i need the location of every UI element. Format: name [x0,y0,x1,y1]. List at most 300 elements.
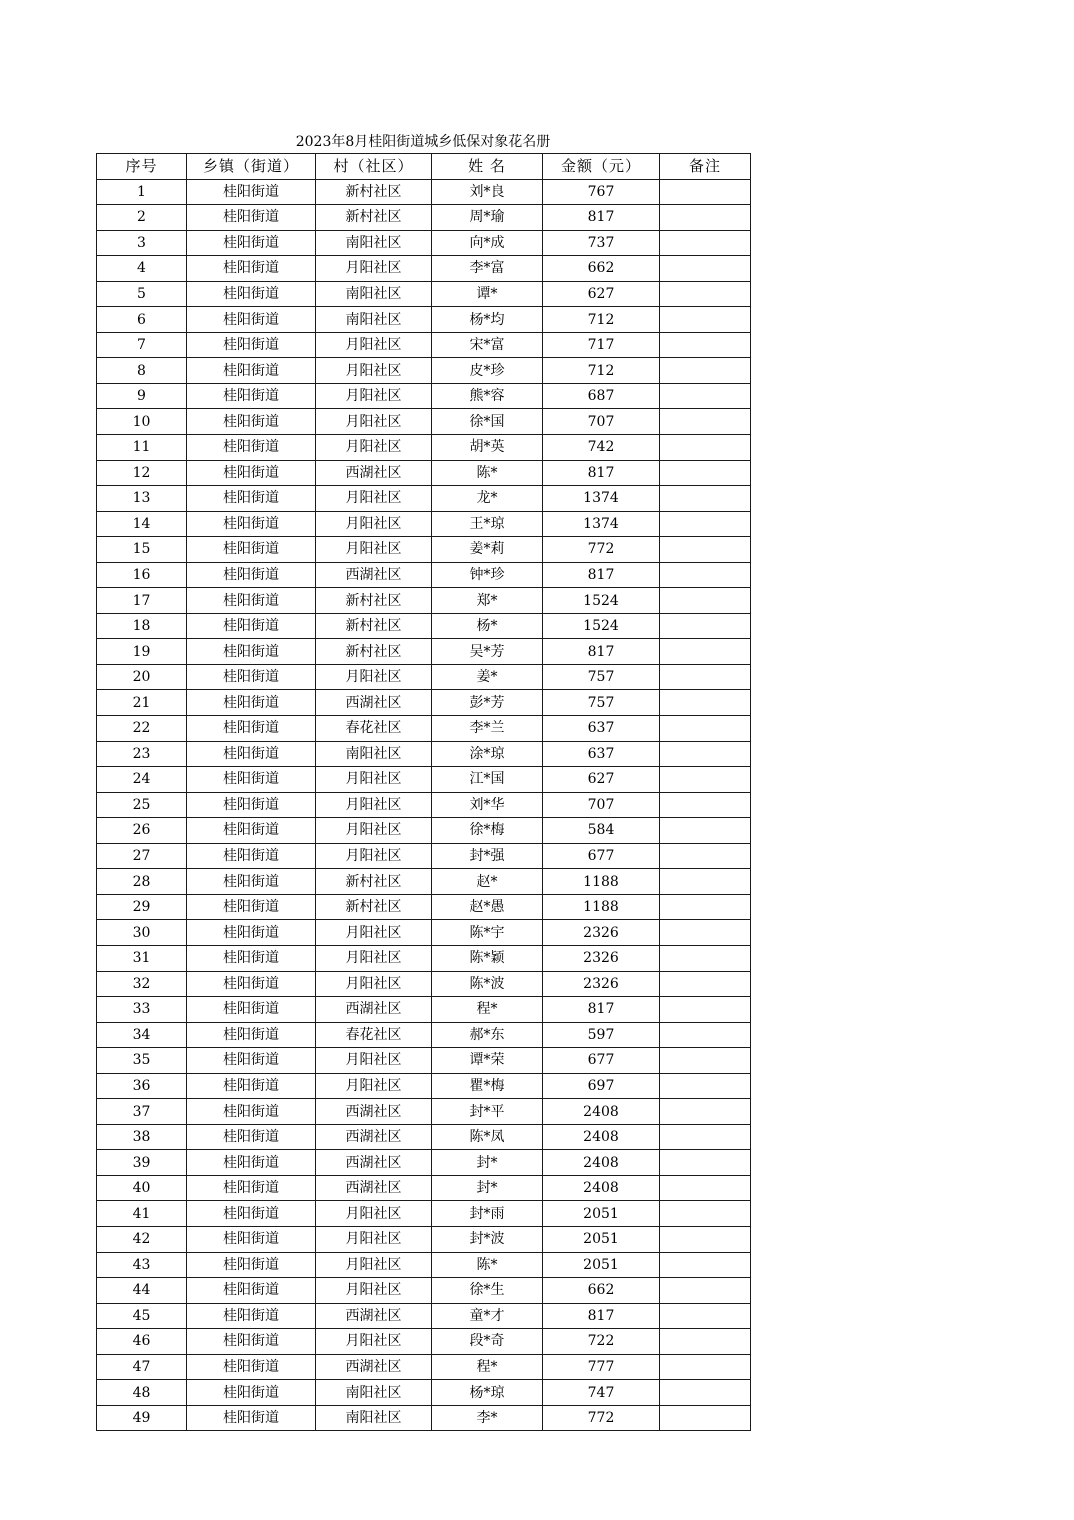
cell-community: 西湖社区 [316,1354,432,1380]
cell-amount: 2326 [543,971,660,997]
cell-note [660,1354,751,1380]
cell-note [660,435,751,461]
cell-community: 月阳社区 [316,818,432,844]
cell-note [660,281,751,307]
cell-town: 桂阳街道 [187,920,316,946]
cell-serial: 35 [97,1048,187,1074]
column-header-note: 备注 [660,154,751,180]
cell-amount: 817 [543,460,660,486]
cell-amount: 637 [543,716,660,742]
cell-community: 西湖社区 [316,1099,432,1125]
cell-town: 桂阳街道 [187,1124,316,1150]
cell-serial: 8 [97,358,187,384]
cell-amount: 707 [543,409,660,435]
cell-name: 郝*东 [432,1022,543,1048]
cell-amount: 2326 [543,920,660,946]
cell-town: 桂阳街道 [187,741,316,767]
cell-serial: 26 [97,818,187,844]
cell-town: 桂阳街道 [187,639,316,665]
cell-town: 桂阳街道 [187,690,316,716]
cell-name: 龙* [432,486,543,512]
cell-community: 月阳社区 [316,792,432,818]
cell-note [660,588,751,614]
cell-town: 桂阳街道 [187,1099,316,1125]
cell-serial: 32 [97,971,187,997]
cell-serial: 48 [97,1380,187,1406]
cell-community: 春花社区 [316,716,432,742]
cell-amount: 747 [543,1380,660,1406]
table-row [97,460,751,486]
cell-town: 桂阳街道 [187,1073,316,1099]
cell-community: 新村社区 [316,639,432,665]
cell-community: 月阳社区 [316,1201,432,1227]
cell-note [660,1380,751,1406]
cell-town: 桂阳街道 [187,1278,316,1304]
cell-name: 徐*国 [432,409,543,435]
cell-note [660,460,751,486]
cell-serial: 38 [97,1124,187,1150]
cell-note [660,792,751,818]
cell-name: 陈*波 [432,971,543,997]
cell-note [660,358,751,384]
table-row [97,664,751,690]
cell-serial: 16 [97,562,187,588]
table-row [97,281,751,307]
header-row [97,154,751,180]
cell-amount: 2051 [543,1226,660,1252]
table-row [97,1073,751,1099]
cell-community: 月阳社区 [316,435,432,461]
cell-serial: 40 [97,1175,187,1201]
table-row [97,945,751,971]
cell-serial: 31 [97,945,187,971]
table-row [97,894,751,920]
cell-serial: 14 [97,511,187,537]
table-row [97,1226,751,1252]
cell-community: 月阳社区 [316,409,432,435]
cell-note [660,383,751,409]
table-row [97,716,751,742]
cell-note [660,1226,751,1252]
cell-community: 南阳社区 [316,1405,432,1431]
cell-amount: 1374 [543,486,660,512]
table-row [97,639,751,665]
cell-community: 月阳社区 [316,256,432,282]
cell-name: 谭*荣 [432,1048,543,1074]
table-row [97,1278,751,1304]
cell-town: 桂阳街道 [187,1303,316,1329]
cell-name: 段*奇 [432,1329,543,1355]
cell-note [660,843,751,869]
cell-amount: 767 [543,179,660,205]
cell-note [660,562,751,588]
table-row [97,741,751,767]
cell-community: 月阳社区 [316,945,432,971]
cell-serial: 1 [97,179,187,205]
roster-body [97,179,751,1431]
table-row [97,1380,751,1406]
cell-name: 王*琼 [432,511,543,537]
cell-serial: 19 [97,639,187,665]
cell-amount: 584 [543,818,660,844]
table-row [97,818,751,844]
cell-town: 桂阳街道 [187,588,316,614]
cell-town: 桂阳街道 [187,281,316,307]
cell-serial: 6 [97,307,187,333]
cell-note [660,1124,751,1150]
cell-town: 桂阳街道 [187,1405,316,1431]
table-row [97,1048,751,1074]
cell-amount: 717 [543,332,660,358]
table-row [97,1303,751,1329]
cell-serial: 22 [97,716,187,742]
cell-town: 桂阳街道 [187,945,316,971]
cell-note [660,1022,751,1048]
cell-serial: 25 [97,792,187,818]
cell-serial: 28 [97,869,187,895]
cell-town: 桂阳街道 [187,1048,316,1074]
cell-community: 西湖社区 [316,1150,432,1176]
cell-town: 桂阳街道 [187,409,316,435]
table-row [97,971,751,997]
cell-amount: 2408 [543,1150,660,1176]
cell-name: 陈*宇 [432,920,543,946]
cell-name: 涂*琼 [432,741,543,767]
cell-serial: 49 [97,1405,187,1431]
cell-name: 陈* [432,1252,543,1278]
cell-name: 封*波 [432,1226,543,1252]
cell-note [660,1303,751,1329]
cell-name: 皮*珍 [432,358,543,384]
cell-note [660,639,751,665]
cell-amount: 677 [543,1048,660,1074]
cell-amount: 627 [543,281,660,307]
cell-serial: 36 [97,1073,187,1099]
cell-name: 向*成 [432,230,543,256]
cell-amount: 772 [543,1405,660,1431]
cell-community: 南阳社区 [316,230,432,256]
cell-note [660,409,751,435]
cell-community: 新村社区 [316,869,432,895]
cell-amount: 817 [543,1303,660,1329]
table-row [97,179,751,205]
cell-serial: 24 [97,767,187,793]
cell-community: 月阳社区 [316,358,432,384]
cell-serial: 5 [97,281,187,307]
cell-town: 桂阳街道 [187,664,316,690]
cell-amount: 2051 [543,1201,660,1227]
table-row [97,511,751,537]
cell-name: 陈*凤 [432,1124,543,1150]
table-row [97,767,751,793]
cell-name: 彭*芳 [432,690,543,716]
cell-name: 程* [432,1354,543,1380]
table-row [97,562,751,588]
cell-serial: 29 [97,894,187,920]
cell-note [660,741,751,767]
cell-town: 桂阳街道 [187,486,316,512]
cell-name: 瞿*梅 [432,1073,543,1099]
cell-note [660,818,751,844]
table-row [97,486,751,512]
cell-note [660,537,751,563]
table-row [97,1329,751,1355]
cell-serial: 17 [97,588,187,614]
cell-amount: 737 [543,230,660,256]
table-row [97,869,751,895]
cell-name: 封* [432,1175,543,1201]
cell-note [660,664,751,690]
cell-serial: 13 [97,486,187,512]
cell-note [660,1175,751,1201]
cell-name: 周*瑜 [432,205,543,231]
table-row [97,358,751,384]
cell-name: 江*国 [432,767,543,793]
cell-note [660,307,751,333]
cell-name: 杨*均 [432,307,543,333]
cell-town: 桂阳街道 [187,307,316,333]
table-row [97,1405,751,1431]
table-row [97,997,751,1023]
cell-amount: 637 [543,741,660,767]
cell-amount: 722 [543,1329,660,1355]
cell-town: 桂阳街道 [187,1380,316,1406]
cell-note [660,256,751,282]
cell-amount: 687 [543,383,660,409]
cell-town: 桂阳街道 [187,256,316,282]
cell-community: 月阳社区 [316,1278,432,1304]
cell-amount: 1188 [543,869,660,895]
cell-amount: 707 [543,792,660,818]
cell-amount: 757 [543,690,660,716]
cell-amount: 817 [543,562,660,588]
table-row [97,307,751,333]
cell-name: 陈* [432,460,543,486]
cell-town: 桂阳街道 [187,894,316,920]
cell-community: 新村社区 [316,588,432,614]
cell-serial: 44 [97,1278,187,1304]
cell-community: 月阳社区 [316,511,432,537]
cell-town: 桂阳街道 [187,537,316,563]
cell-town: 桂阳街道 [187,843,316,869]
cell-town: 桂阳街道 [187,792,316,818]
cell-amount: 697 [543,1073,660,1099]
cell-town: 桂阳街道 [187,230,316,256]
cell-town: 桂阳街道 [187,997,316,1023]
cell-community: 西湖社区 [316,562,432,588]
cell-note [660,1405,751,1431]
table-row [97,1354,751,1380]
table-row [97,613,751,639]
cell-amount: 757 [543,664,660,690]
cell-serial: 34 [97,1022,187,1048]
cell-note [660,1150,751,1176]
cell-community: 月阳社区 [316,920,432,946]
cell-community: 月阳社区 [316,1048,432,1074]
table-row [97,920,751,946]
cell-community: 月阳社区 [316,1073,432,1099]
cell-amount: 627 [543,767,660,793]
cell-community: 月阳社区 [316,332,432,358]
cell-name: 童*才 [432,1303,543,1329]
cell-amount: 597 [543,1022,660,1048]
cell-serial: 11 [97,435,187,461]
cell-note [660,613,751,639]
cell-community: 月阳社区 [316,383,432,409]
cell-serial: 47 [97,1354,187,1380]
cell-town: 桂阳街道 [187,435,316,461]
cell-name: 郑* [432,588,543,614]
table-row [97,383,751,409]
cell-serial: 4 [97,256,187,282]
cell-amount: 1374 [543,511,660,537]
table-row [97,588,751,614]
cell-note [660,1048,751,1074]
cell-name: 胡*英 [432,435,543,461]
cell-community: 新村社区 [316,894,432,920]
cell-town: 桂阳街道 [187,1201,316,1227]
cell-community: 月阳社区 [316,843,432,869]
cell-serial: 18 [97,613,187,639]
cell-serial: 42 [97,1226,187,1252]
cell-amount: 2408 [543,1124,660,1150]
cell-name: 赵* [432,869,543,895]
cell-community: 新村社区 [316,613,432,639]
cell-community: 西湖社区 [316,690,432,716]
cell-note [660,971,751,997]
cell-note [660,869,751,895]
cell-serial: 33 [97,997,187,1023]
cell-town: 桂阳街道 [187,971,316,997]
cell-amount: 2326 [543,945,660,971]
cell-community: 西湖社区 [316,1303,432,1329]
cell-name: 杨* [432,613,543,639]
cell-community: 南阳社区 [316,307,432,333]
cell-amount: 742 [543,435,660,461]
cell-amount: 662 [543,1278,660,1304]
cell-serial: 27 [97,843,187,869]
cell-name: 钟*珍 [432,562,543,588]
cell-note [660,1073,751,1099]
cell-community: 南阳社区 [316,281,432,307]
table-row [97,1150,751,1176]
cell-name: 刘*良 [432,179,543,205]
cell-town: 桂阳街道 [187,1354,316,1380]
cell-name: 熊*容 [432,383,543,409]
cell-name: 程* [432,997,543,1023]
table-row [97,1022,751,1048]
cell-town: 桂阳街道 [187,205,316,231]
cell-town: 桂阳街道 [187,460,316,486]
cell-community: 月阳社区 [316,537,432,563]
cell-name: 赵*愚 [432,894,543,920]
cell-town: 桂阳街道 [187,179,316,205]
cell-town: 桂阳街道 [187,562,316,588]
cell-community: 春花社区 [316,1022,432,1048]
cell-community: 新村社区 [316,205,432,231]
cell-community: 月阳社区 [316,971,432,997]
cell-serial: 30 [97,920,187,946]
cell-serial: 37 [97,1099,187,1125]
cell-serial: 7 [97,332,187,358]
cell-name: 陈*颖 [432,945,543,971]
cell-community: 月阳社区 [316,1329,432,1355]
cell-town: 桂阳街道 [187,1226,316,1252]
column-header-amount: 金额（元） [543,154,660,180]
cell-community: 西湖社区 [316,997,432,1023]
cell-name: 李*兰 [432,716,543,742]
cell-town: 桂阳街道 [187,332,316,358]
cell-serial: 46 [97,1329,187,1355]
cell-community: 新村社区 [316,179,432,205]
table-row [97,1124,751,1150]
cell-community: 月阳社区 [316,486,432,512]
cell-amount: 712 [543,358,660,384]
cell-serial: 39 [97,1150,187,1176]
cell-name: 封*强 [432,843,543,869]
cell-town: 桂阳街道 [187,716,316,742]
cell-town: 桂阳街道 [187,613,316,639]
column-header-community: 村（社区） [316,154,432,180]
cell-name: 徐*梅 [432,818,543,844]
cell-amount: 817 [543,205,660,231]
cell-amount: 2051 [543,1252,660,1278]
table-row [97,230,751,256]
cell-town: 桂阳街道 [187,358,316,384]
cell-serial: 43 [97,1252,187,1278]
cell-town: 桂阳街道 [187,1175,316,1201]
cell-note [660,332,751,358]
cell-name: 刘*华 [432,792,543,818]
cell-serial: 23 [97,741,187,767]
cell-note [660,1201,751,1227]
roster-table [96,153,751,1431]
column-header-serial: 序号 [97,154,187,180]
cell-amount: 1524 [543,613,660,639]
cell-note [660,945,751,971]
cell-name: 封*平 [432,1099,543,1125]
cell-amount: 677 [543,843,660,869]
cell-name: 姜* [432,664,543,690]
cell-town: 桂阳街道 [187,767,316,793]
cell-town: 桂阳街道 [187,1329,316,1355]
cell-community: 月阳社区 [316,1226,432,1252]
cell-name: 宋*富 [432,332,543,358]
cell-name: 李* [432,1405,543,1431]
table-row [97,256,751,282]
cell-community: 南阳社区 [316,1380,432,1406]
cell-town: 桂阳街道 [187,1150,316,1176]
table-row [97,435,751,461]
cell-community: 南阳社区 [316,741,432,767]
cell-serial: 15 [97,537,187,563]
cell-amount: 1524 [543,588,660,614]
cell-note [660,1329,751,1355]
cell-note [660,767,751,793]
cell-note [660,690,751,716]
cell-note [660,486,751,512]
table-row [97,843,751,869]
cell-note [660,716,751,742]
cell-note [660,1278,751,1304]
cell-community: 西湖社区 [316,1175,432,1201]
table-row [97,1252,751,1278]
table-row [97,792,751,818]
table-row [97,205,751,231]
cell-note [660,1252,751,1278]
cell-note [660,511,751,537]
table-row [97,409,751,435]
